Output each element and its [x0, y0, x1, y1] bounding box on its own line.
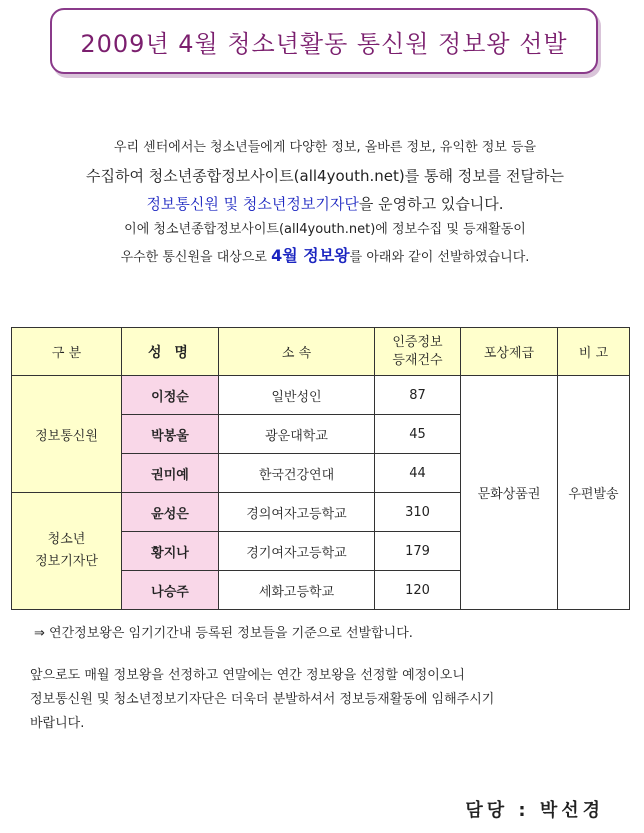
reward-cell: 문화상품권	[461, 376, 558, 610]
intro-line-5-post: 를 아래와 같이 선발하였습니다.	[349, 250, 530, 265]
page-title: 2009년 4월 청소년활동 통신원 정보왕 선발	[80, 29, 568, 58]
header-category: 구 분	[12, 328, 122, 376]
winner-name: 권미예	[122, 454, 219, 493]
closing-line-2: 정보통신원 및 청소년정보기자단은 더욱더 분발하셔서 정보등재활동에 임해주시기	[30, 692, 495, 707]
winner-name: 나승주	[122, 571, 219, 610]
intro-line-5	[20, 246, 630, 268]
winner-count: 179	[375, 532, 461, 571]
winner-name: 윤성은	[122, 493, 219, 532]
winner-name: 박봉울	[122, 415, 219, 454]
footnote: ⇒ 연간정보왕은 임기기간내 등록된 정보들을 기준으로 선발합니다.	[34, 626, 413, 641]
title-box	[50, 8, 598, 74]
winner-org: 경기여자고등학교	[219, 532, 375, 571]
winners-table	[11, 327, 630, 610]
winner-count: 87	[375, 376, 461, 415]
intro-text	[20, 138, 630, 268]
winner-name: 이정순	[122, 376, 219, 415]
header-remark: 비 고	[558, 328, 630, 376]
signature: 담당 : 박선경	[465, 800, 604, 821]
header-name: 성 명	[122, 328, 219, 376]
winner-count: 310	[375, 493, 461, 532]
winner-org: 한국건강연대	[219, 454, 375, 493]
winner-count: 120	[375, 571, 461, 610]
group-label: 청소년 정보기자단	[12, 493, 122, 610]
winner-count: 45	[375, 415, 461, 454]
table-row	[12, 376, 630, 415]
header-reward: 포상제급	[461, 328, 558, 376]
intro-highlight-groups: 정보통신원 및 청소년정보기자단	[146, 195, 359, 213]
group-label: 정보통신원	[12, 376, 122, 493]
intro-line-4: 이에 청소년종합정보사이트(all4youth.net)에 정보수집 및 등재활동이	[124, 222, 526, 237]
intro-line-1: 우리 센터에서는 청소년들에게 다양한 정보, 올바른 정보, 유익한 정보 등을	[113, 140, 537, 155]
winner-org: 일반성인	[219, 376, 375, 415]
winner-name: 황지나	[122, 532, 219, 571]
closing-line-3: 바랍니다.	[30, 716, 85, 731]
remark-cell: 우편발송	[558, 376, 630, 610]
table-header-row	[12, 328, 630, 376]
header-count: 인증정보 등재건수	[375, 328, 461, 376]
winner-org: 광운대학교	[219, 415, 375, 454]
closing-text	[30, 664, 620, 736]
intro-line-2: 수집하여 청소년종합정보사이트(all4youth.net)를 통해 정보를 전달하는	[86, 167, 564, 185]
winner-org: 경의여자고등학교	[219, 493, 375, 532]
winner-count: 44	[375, 454, 461, 493]
closing-line-1: 앞으로도 매월 정보왕을 선정하고 연말에는 연간 정보왕을 선정할 예정이오니	[30, 668, 465, 683]
intro-line-3	[20, 194, 630, 214]
intro-highlight-award: 4월 정보왕	[271, 246, 350, 265]
winner-org: 세화고등학교	[219, 571, 375, 610]
intro-line-3-rest: 을 운영하고 있습니다.	[358, 195, 504, 213]
header-org: 소 속	[219, 328, 375, 376]
intro-line-5-pre: 우수한 통신원을 대상으로	[120, 250, 272, 265]
